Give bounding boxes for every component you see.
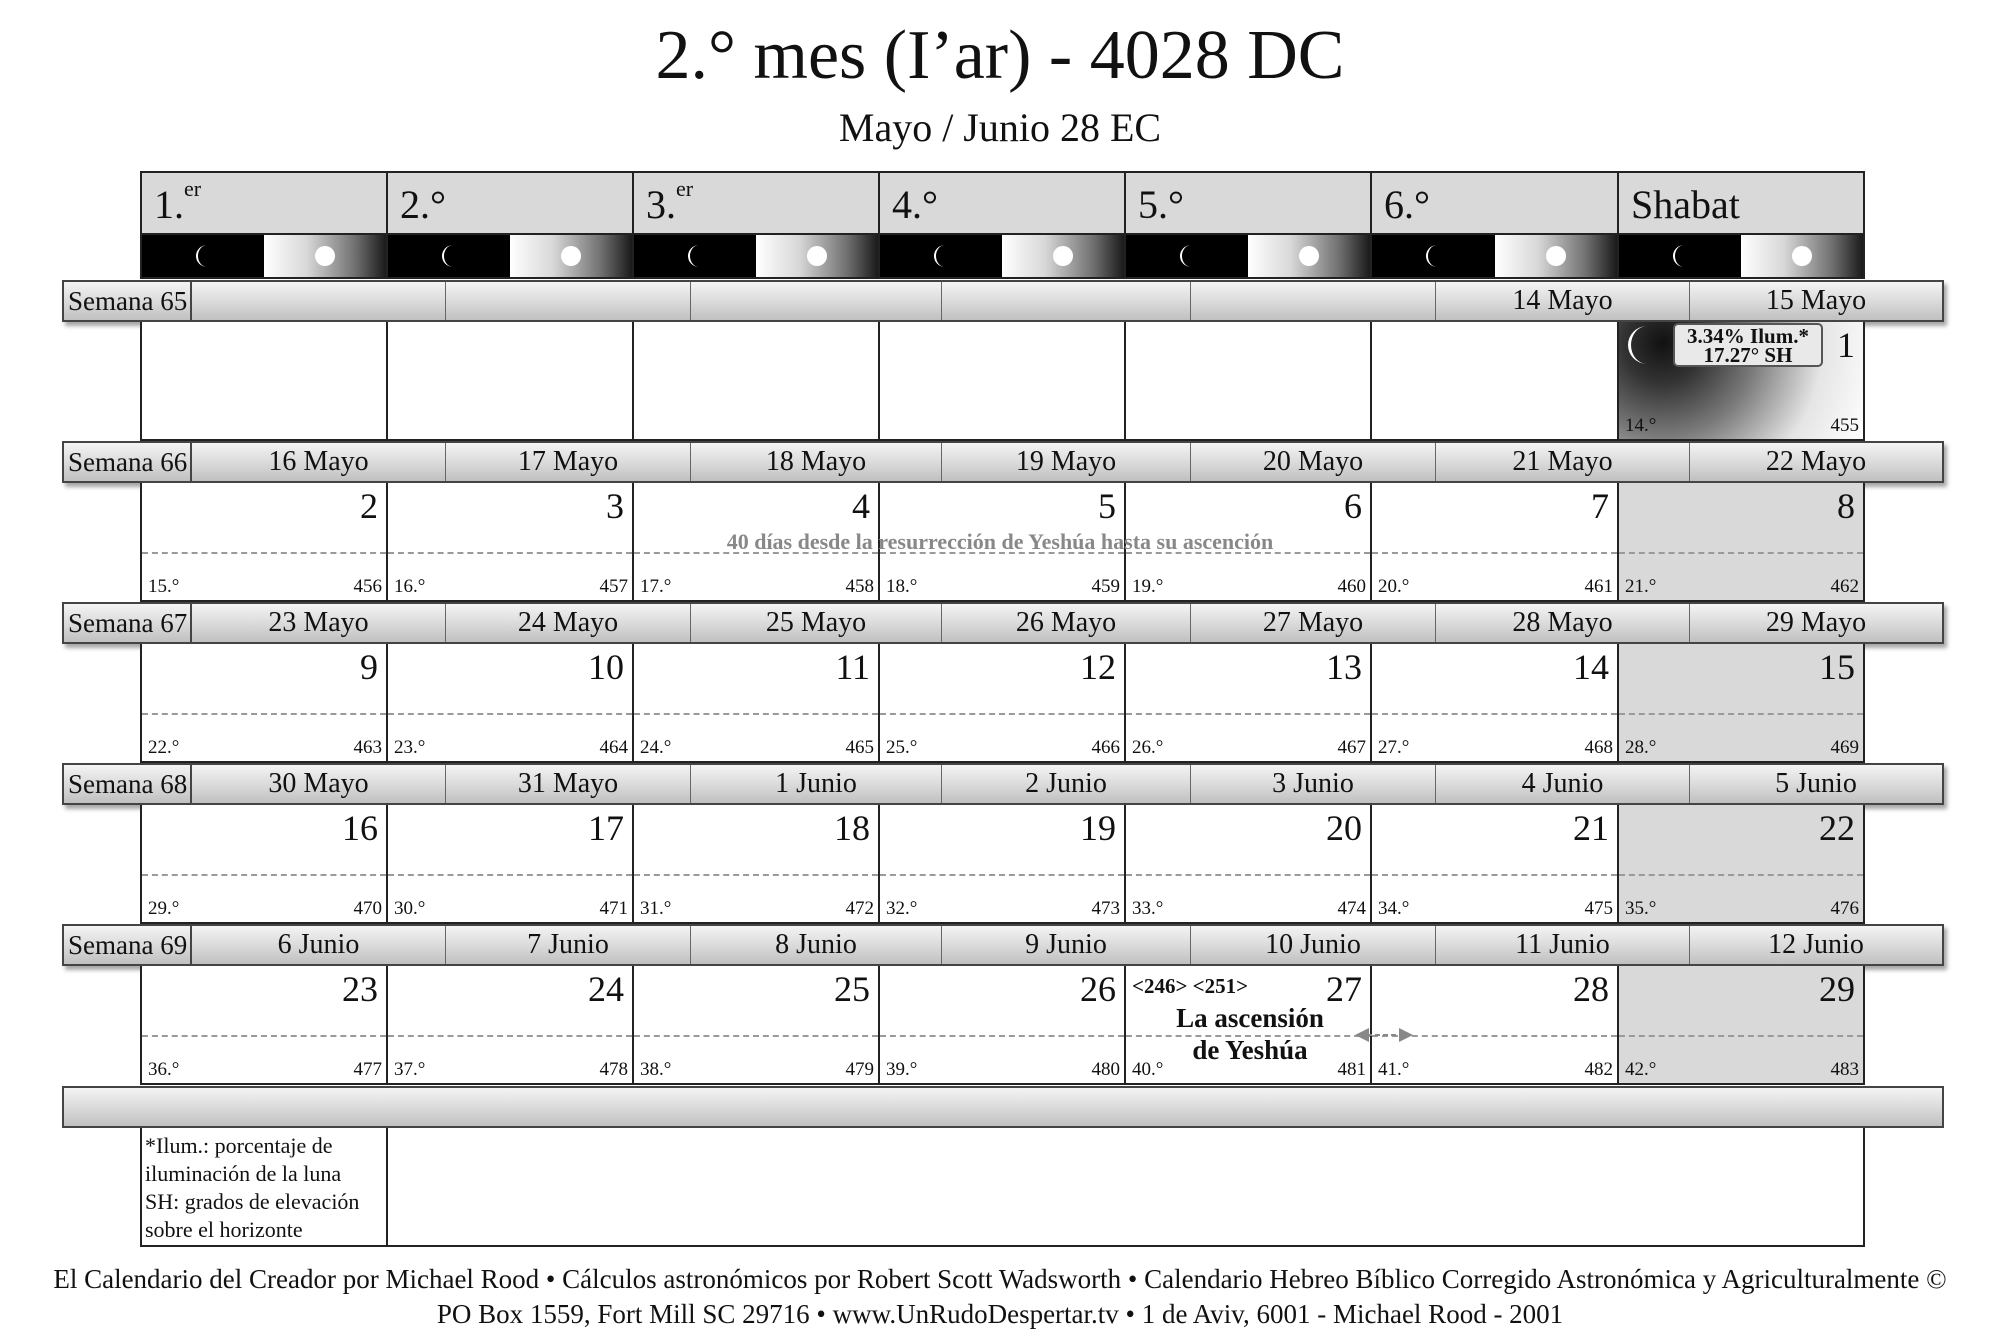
day-number: 24 [588, 969, 624, 1009]
dash-dot-divider [1372, 713, 1617, 715]
omer-ordinal: 35.° [1625, 898, 1657, 919]
day-number: 4 [852, 486, 870, 526]
gregorian-date: 7 Junio [446, 926, 691, 964]
day-number: 2 [360, 486, 378, 526]
gregorian-date [691, 282, 942, 320]
day-count: 464 [599, 737, 628, 758]
weekday-name: 1. [154, 182, 184, 227]
day-cell[interactable] [1124, 644, 1370, 763]
day-cell[interactable] [1617, 966, 1865, 1085]
weekday-ordinal-suffix: er [676, 176, 694, 201]
full-moon-icon [313, 244, 337, 268]
forty-days-note: 40 días desde la resurrección de Yeshúa hasta su ascención [726, 529, 1274, 554]
dash-dot-divider [1619, 1035, 1863, 1037]
omer-ordinal: 42.° [1625, 1059, 1657, 1080]
ascension-codes: <246> <251> [1132, 974, 1249, 998]
day-count: 475 [1584, 898, 1613, 919]
gregorian-date: 20 Mayo [1191, 443, 1436, 481]
crescent-moon-icon [1667, 243, 1693, 269]
day-count: 476 [1830, 898, 1859, 919]
day-count: 470 [353, 898, 382, 919]
gregorian-date: 27 Mayo [1191, 604, 1436, 642]
omer-ordinal: 38.° [640, 1059, 672, 1080]
day-cell[interactable] [878, 644, 1124, 763]
moon-phase-strip [1124, 235, 1370, 279]
omer-ordinal: 25.° [886, 737, 918, 758]
weekday-header [386, 171, 632, 235]
week-label: Semana 68 [64, 765, 192, 803]
day-count: 465 [845, 737, 874, 758]
omer-ordinal: 20.° [1378, 576, 1410, 597]
dash-dot-divider [142, 1035, 386, 1037]
gregorian-date: 4 Junio [1436, 765, 1690, 803]
day-number: 27 [1326, 969, 1362, 1009]
day-number: 18 [834, 808, 870, 848]
gregorian-date: 12 Junio [1768, 929, 1864, 960]
dash-dot-divider [634, 1035, 878, 1037]
weekday-header [1617, 171, 1865, 235]
crescent-moon-icon [1420, 243, 1446, 269]
dash-dot-divider [142, 552, 386, 554]
gregorian-date: 25 Mayo [691, 604, 942, 642]
dash-dot-divider [634, 874, 878, 876]
day-number: 21 [1573, 808, 1609, 848]
day-count: 479 [845, 1059, 874, 1080]
weekday-ordinal-suffix: er [184, 176, 202, 201]
moon-dark-half [1619, 235, 1741, 277]
day-count: 461 [1584, 576, 1613, 597]
omer-ordinal: 41.° [1378, 1059, 1410, 1080]
day-number: 11 [835, 647, 870, 687]
sun-horizon-degrees: 17.27° SH [1703, 343, 1793, 367]
weekday-header [632, 171, 878, 235]
omer-ordinal: 26.° [1132, 737, 1164, 758]
legend-area [140, 1128, 1865, 1247]
legend-line: SH: grados de elevación [145, 1189, 360, 1214]
full-moon-icon [805, 244, 829, 268]
day-count: 469 [1830, 737, 1859, 758]
day-count: 480 [1091, 1059, 1120, 1080]
day-number: 15 [1819, 647, 1855, 687]
day-count: 471 [599, 898, 628, 919]
omer-ordinal: 37.° [394, 1059, 426, 1080]
gregorian-date: 18 Mayo [691, 443, 942, 481]
page-title: 2.° mes (I’ar) - 4028 DC [655, 17, 1345, 94]
day-number: 22 [1819, 808, 1855, 848]
legend-line: *Ilum.: porcentaje de [145, 1133, 333, 1158]
day-number: 12 [1080, 647, 1116, 687]
weekday-header [140, 171, 386, 235]
moon-phase-strip [1617, 235, 1865, 279]
day-cell[interactable] [1617, 483, 1865, 602]
omer-ordinal: 27.° [1378, 737, 1410, 758]
crescent-moon-icon [928, 243, 954, 269]
omer-ordinal: 40.° [1132, 1059, 1164, 1080]
day-cell[interactable] [140, 805, 386, 924]
full-moon-icon [559, 244, 583, 268]
day-number: 9 [360, 647, 378, 687]
dash-dot-divider [1372, 874, 1617, 876]
day-count: 472 [845, 898, 874, 919]
gregorian-date: 8 Junio [691, 926, 942, 964]
gregorian-date: 19 Mayo [942, 443, 1191, 481]
day-number: 19 [1080, 808, 1116, 848]
omer-ordinal: 32.° [886, 898, 918, 919]
weekday-header [1124, 171, 1370, 235]
day-count: 460 [1337, 576, 1366, 597]
gregorian-date: 16 Mayo [192, 443, 446, 481]
crescent-moon-icon [190, 243, 216, 269]
dash-dot-divider [142, 713, 386, 715]
dash-dot-divider [142, 874, 386, 876]
week-label: Semana 66 [64, 443, 192, 481]
full-moon-icon [1051, 244, 1075, 268]
day-cell[interactable] [632, 322, 878, 441]
gregorian-date: 14 Mayo [1436, 282, 1690, 320]
day-cell[interactable] [1124, 322, 1370, 441]
dash-dot-divider [1126, 713, 1370, 715]
day-number: 6 [1344, 486, 1362, 526]
gregorian-date: 9 Junio [942, 926, 1191, 964]
day-cell[interactable] [1370, 805, 1617, 924]
moon-phase-strip [386, 235, 632, 279]
day-cell[interactable] [878, 966, 1124, 1085]
gregorian-date [446, 282, 691, 320]
day-cell[interactable] [1370, 644, 1617, 763]
day-cell[interactable] [140, 966, 386, 1085]
crescent-moon-icon [1174, 243, 1200, 269]
day-number: 10 [588, 647, 624, 687]
weekday-name: 5.° [1138, 182, 1184, 227]
moon-dark-half [388, 235, 510, 277]
dash-dot-divider [1619, 552, 1863, 554]
moon-light-half [1002, 235, 1124, 277]
moon-dark-half [142, 235, 264, 277]
week-bar [62, 441, 1944, 483]
gregorian-date: 30 Mayo [192, 765, 446, 803]
gregorian-date: 3 Junio [1191, 765, 1436, 803]
legend-line: sobre el horizonte [145, 1217, 303, 1242]
gregorian-date: 5 Junio [1775, 768, 1857, 799]
moon-phase-strip [140, 235, 386, 279]
day-number: 16 [342, 808, 378, 848]
moon-light-half [756, 235, 878, 277]
gregorian-date: 29 Mayo [1765, 607, 1867, 638]
omer-ordinal: 15.° [148, 576, 180, 597]
omer-ordinal: 30.° [394, 898, 426, 919]
double-arrow-icon [1355, 1026, 1413, 1044]
moon-dark-half [1372, 235, 1495, 277]
dash-dot-divider [388, 552, 632, 554]
moon-light-half [510, 235, 632, 277]
week-label: Semana 65 [64, 282, 192, 320]
day-number: 13 [1326, 647, 1362, 687]
gregorian-date: 31 Mayo [446, 765, 691, 803]
moon-dark-half [880, 235, 1002, 277]
day-count: 459 [1091, 576, 1120, 597]
omer-ordinal: 19.° [1132, 576, 1164, 597]
ascension-line-1: La ascensión [1176, 1003, 1324, 1033]
ascension-note [1120, 1002, 1380, 1066]
omer-ordinal: 18.° [886, 576, 918, 597]
gregorian-date: 24 Mayo [446, 604, 691, 642]
moon-light-half [1741, 235, 1863, 277]
gregorian-date: 10 Junio [1191, 926, 1436, 964]
day-cell[interactable] [1370, 483, 1617, 602]
day-number: 14 [1573, 647, 1609, 687]
omer-ordinal: 28.° [1625, 737, 1657, 758]
day-count: 482 [1584, 1059, 1613, 1080]
omer-ordinal: 33.° [1132, 898, 1164, 919]
week-bar [62, 924, 1944, 966]
footer-address: PO Box 1559, Fort Mill SC 29716 • www.UnRudoDespertar.tv • 1 de Aviv, 6001 - Michael Rood - 2001 [436, 1299, 1564, 1329]
week-bar [62, 763, 1944, 805]
page-subtitle: Mayo / Junio 28 EC [838, 105, 1162, 150]
day-cell[interactable] [1370, 322, 1617, 441]
day-count: 462 [1830, 576, 1859, 597]
dash-dot-divider [634, 713, 878, 715]
day-number: 26 [1080, 969, 1116, 1009]
day-count: 463 [353, 737, 382, 758]
gregorian-date: 2 Junio [942, 765, 1191, 803]
full-moon-icon [1790, 244, 1814, 268]
weekday-name: Shabat [1631, 182, 1740, 227]
gregorian-date [942, 282, 1191, 320]
dash-dot-divider [388, 1035, 632, 1037]
weekday-name: 2.° [400, 182, 446, 227]
gregorian-date: 28 Mayo [1436, 604, 1690, 642]
bottom-bar [62, 1086, 1944, 1128]
omer-ordinal: 34.° [1378, 898, 1410, 919]
week-label: Semana 69 [64, 926, 192, 964]
day-count: 478 [599, 1059, 628, 1080]
day-cell[interactable] [140, 322, 386, 441]
day-cell[interactable] [386, 483, 632, 602]
day-cell[interactable] [386, 966, 632, 1085]
illumination-badge [1673, 323, 1823, 367]
day-count: 458 [845, 576, 874, 597]
day-number: 3 [606, 486, 624, 526]
legend-line: iluminación de la luna [145, 1161, 342, 1186]
day-count: 466 [1091, 737, 1120, 758]
weekday-name: 6.° [1384, 182, 1430, 227]
day-number: 1 [1837, 325, 1855, 365]
legend [142, 1128, 388, 1245]
day-cell[interactable] [632, 805, 878, 924]
crescent-moon-icon [682, 243, 708, 269]
week-bar [62, 280, 1944, 322]
day-cell[interactable] [1617, 805, 1865, 924]
moon-light-half [1495, 235, 1618, 277]
day-cell[interactable] [878, 322, 1124, 441]
day-cell[interactable] [140, 644, 386, 763]
day-cell[interactable] [386, 644, 632, 763]
day-number: 5 [1098, 486, 1116, 526]
crescent-moon-icon [436, 243, 462, 269]
weekday-header [1370, 171, 1617, 235]
day-cell[interactable] [386, 322, 632, 441]
footer-credits: El Calendario del Creador por Michael Rood • Cálculos astronómicos por Robert Scott Wadsworth • Calendario Hebreo Bíblico Corregido Astronómica y Agriculturalmente © [53, 1264, 1947, 1294]
weekday-name: 3. [646, 182, 676, 227]
full-moon-icon [1544, 244, 1568, 268]
ascension-line-2: de Yeshúa [1192, 1035, 1308, 1065]
gregorian-date [192, 282, 446, 320]
day-count: 468 [1584, 737, 1613, 758]
day-number: 28 [1573, 969, 1609, 1009]
day-count: 474 [1337, 898, 1366, 919]
moon-phase-strip [878, 235, 1124, 279]
day-cell[interactable] [632, 966, 878, 1085]
day-number: 20 [1326, 808, 1362, 848]
gregorian-date: 22 Mayo [1765, 446, 1867, 477]
omer-ordinal: 29.° [148, 898, 180, 919]
moon-dark-half [1126, 235, 1248, 277]
gregorian-date: 15 Mayo [1765, 285, 1867, 316]
omer-ordinal: 31.° [640, 898, 672, 919]
moon-light-half [264, 235, 386, 277]
day-count: 455 [1830, 415, 1859, 436]
dash-dot-divider [880, 874, 1124, 876]
week-bar [62, 602, 1944, 644]
gregorian-date: 26 Mayo [942, 604, 1191, 642]
moon-light-half [1248, 235, 1370, 277]
dash-dot-divider [1619, 713, 1863, 715]
day-count: 457 [599, 576, 628, 597]
day-count: 481 [1337, 1059, 1366, 1080]
crescent-moon-icon [1617, 322, 1663, 368]
dash-dot-divider [880, 713, 1124, 715]
dash-dot-divider [880, 1035, 1124, 1037]
omer-ordinal: 24.° [640, 737, 672, 758]
omer-ordinal: 16.° [394, 576, 426, 597]
gregorian-date: 17 Mayo [446, 443, 691, 481]
day-cell[interactable] [632, 644, 878, 763]
moon-phase-strip [1370, 235, 1617, 279]
omer-ordinal: 14.° [1625, 415, 1657, 436]
dash-dot-divider [1372, 552, 1617, 554]
moon-phase-strip [632, 235, 878, 279]
day-cell[interactable] [1124, 805, 1370, 924]
gregorian-date [1191, 282, 1436, 320]
day-number: 29 [1819, 969, 1855, 1009]
day-cell[interactable] [140, 483, 386, 602]
dash-dot-divider [1126, 874, 1370, 876]
dash-dot-divider [388, 874, 632, 876]
weekday-header [878, 171, 1124, 235]
omer-ordinal: 21.° [1625, 576, 1657, 597]
illumination-percent: 3.34% Ilum.* [1687, 324, 1809, 348]
day-number: 7 [1591, 486, 1609, 526]
day-number: 23 [342, 969, 378, 1009]
weekday-name: 4.° [892, 182, 938, 227]
day-number: 8 [1837, 486, 1855, 526]
day-cell[interactable] [386, 805, 632, 924]
gregorian-date: 1 Junio [691, 765, 942, 803]
day-count: 456 [353, 576, 382, 597]
day-count: 477 [353, 1059, 382, 1080]
omer-ordinal: 23.° [394, 737, 426, 758]
gregorian-date: 23 Mayo [192, 604, 446, 642]
omer-ordinal: 36.° [148, 1059, 180, 1080]
dash-dot-divider [1619, 874, 1863, 876]
day-cell[interactable] [1617, 644, 1865, 763]
omer-ordinal: 17.° [640, 576, 672, 597]
gregorian-date: 11 Junio [1436, 926, 1690, 964]
gregorian-date: 21 Mayo [1436, 443, 1690, 481]
day-count: 467 [1337, 737, 1366, 758]
day-number: 25 [834, 969, 870, 1009]
day-number: 17 [588, 808, 624, 848]
omer-ordinal: 39.° [886, 1059, 918, 1080]
gregorian-date: 6 Junio [192, 926, 446, 964]
moon-dark-half [634, 235, 756, 277]
dash-dot-divider [388, 713, 632, 715]
full-moon-icon [1297, 244, 1321, 268]
day-count: 473 [1091, 898, 1120, 919]
day-cell[interactable] [878, 805, 1124, 924]
day-count: 483 [1830, 1059, 1859, 1080]
week-label: Semana 67 [64, 604, 192, 642]
omer-ordinal: 22.° [148, 737, 180, 758]
